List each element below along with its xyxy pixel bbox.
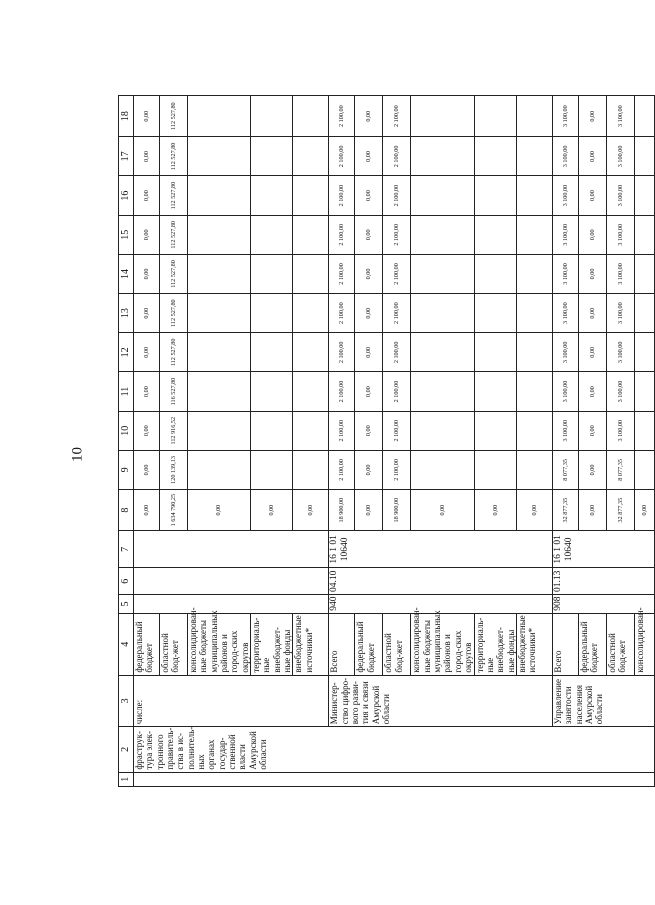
amount-cell: 2 100,00 [329,254,355,293]
amount-cell [634,96,654,137]
funding-source-cell: территориаль-ные внебюджет-ные фонды [251,613,293,675]
amount-cell [634,176,654,215]
amount-cell: 112 527,80 [160,333,188,372]
column-header: 7 [119,531,134,568]
amount-cell: 3 100,00 [606,333,634,372]
column-header: 13 [119,294,134,333]
column-header: 3 [119,675,134,727]
amount-cell: 0,00 [293,490,329,531]
amount-cell: 112 527,80 [160,176,188,215]
amount-cell [251,254,293,293]
target-article-cell [134,531,329,568]
column-header: 8 [119,490,134,531]
amount-cell: 0,00 [578,411,606,450]
column-header: 15 [119,215,134,254]
amount-cell [411,254,474,293]
amount-cell: 2 100,00 [329,176,355,215]
amount-cell: 0,00 [134,372,160,411]
amount-cell [474,96,516,137]
amount-cell: 0,00 [355,333,383,372]
amount-cell: 2 100,00 [329,96,355,137]
amount-cell [293,294,329,333]
table-row [552,96,578,787]
amount-cell: 3 100,00 [606,254,634,293]
amount-cell: 0,00 [355,372,383,411]
amount-cell: 112 916,52 [160,411,188,450]
amount-cell [411,450,474,489]
amount-cell: 2 100,00 [383,96,411,137]
amount-cell: 0,00 [134,294,160,333]
funding-source-cell: областной бюд-жет [160,613,188,675]
amount-cell: 2 100,00 [383,176,411,215]
amount-cell [516,176,552,215]
amount-cell: 3 100,00 [552,96,578,137]
column-header: 14 [119,254,134,293]
amount-cell [516,333,552,372]
amount-cell: 0,00 [134,333,160,372]
column-header: 5 [119,595,134,614]
funding-source-cell: Всего [329,613,355,675]
amount-cell: 3 100,00 [552,333,578,372]
amount-cell [251,96,293,137]
amount-cell [634,137,654,176]
amount-cell [411,96,474,137]
amount-cell [251,137,293,176]
amount-cell: 0,00 [578,333,606,372]
amount-cell: 0,00 [134,490,160,531]
amount-cell [293,372,329,411]
amount-cell [188,450,251,489]
amount-cell: 0,00 [134,176,160,215]
amount-cell: 3 100,00 [606,215,634,254]
column-header: 1 [119,772,134,786]
amount-cell [634,215,654,254]
amount-cell [411,176,474,215]
amount-cell: 0,00 [134,411,160,450]
amount-cell: 2 100,00 [329,215,355,254]
grbs-code-cell [134,595,329,614]
amount-cell [188,96,251,137]
amount-cell: 2 100,00 [383,137,411,176]
section-code-cell: 04.10 [329,568,552,595]
amount-cell [411,294,474,333]
amount-cell [293,254,329,293]
funding-source-cell: территориаль-ные внебюджет-ные фонды [474,613,516,675]
amount-cell: 0,00 [578,450,606,489]
column-header: 10 [119,411,134,450]
amount-cell: 0,00 [355,294,383,333]
amount-cell: 0,00 [474,490,516,531]
amount-cell [188,215,251,254]
amount-cell [411,215,474,254]
amount-cell [634,411,654,450]
amount-cell [188,294,251,333]
page-number: 10 [69,447,86,462]
amount-cell: 112 527,80 [160,294,188,333]
amount-cell [188,137,251,176]
amount-cell [251,411,293,450]
amount-cell: 18 900,00 [383,490,411,531]
amount-cell: 2 100,00 [329,450,355,489]
amount-cell: 2 100,00 [383,254,411,293]
funding-source-cell: областной бюд-жет [383,613,411,675]
amount-cell: 2 100,00 [383,294,411,333]
amount-cell: 0,00 [355,176,383,215]
executor-cell: числе: [134,675,329,727]
amount-cell [634,333,654,372]
amount-cell: 3 100,00 [606,96,634,137]
amount-cell [251,215,293,254]
amount-cell: 0,00 [578,215,606,254]
amount-cell: 8 077,35 [606,450,634,489]
column-header: 12 [119,333,134,372]
amount-cell: 0,00 [355,411,383,450]
amount-cell: 0,00 [355,215,383,254]
amount-cell: 0,00 [516,490,552,531]
amount-cell [516,96,552,137]
section-code-cell: 01.13 [552,568,654,595]
amount-cell [474,450,516,489]
amount-cell [474,294,516,333]
amount-cell [188,372,251,411]
amount-cell: 3 100,00 [552,215,578,254]
amount-cell [474,333,516,372]
amount-cell: 3 100,00 [606,137,634,176]
amount-cell [634,450,654,489]
amount-cell: 3 100,00 [552,254,578,293]
column-header: 17 [119,137,134,176]
amount-cell [474,176,516,215]
amount-cell: 0,00 [134,254,160,293]
amount-cell: 112 527,80 [160,215,188,254]
amount-cell: 3 100,00 [606,372,634,411]
funding-source-cell: консолидирован-ные бюджеты муниципальных районов и город-ских округов [411,613,474,675]
amount-cell: 0,00 [355,137,383,176]
amount-cell: 0,00 [134,450,160,489]
amount-cell: 2 100,00 [329,333,355,372]
funding-source-cell: консолидирован- [634,613,654,675]
amount-cell [293,137,329,176]
amount-cell: 0,00 [355,490,383,531]
amount-cell [251,450,293,489]
funding-source-cell: областной бюд-жет [606,613,634,675]
amount-cell: 2 100,00 [329,137,355,176]
amount-cell: 0,00 [578,254,606,293]
amount-cell: 2 100,00 [383,450,411,489]
amount-cell: 3 100,00 [606,176,634,215]
table-row [134,96,160,787]
grbs-code-cell: 940 [329,595,552,614]
grbs-code-cell: 908 [552,595,654,614]
funding-source-cell: консолидирован-ные бюджеты муниципальных районов и город-ских округов [188,613,251,675]
col1-cell [134,772,655,786]
amount-cell: 18 900,00 [329,490,355,531]
column-header: 18 [119,96,134,137]
rotated-table-container [118,95,648,787]
amount-cell [293,450,329,489]
amount-cell [251,372,293,411]
amount-cell [293,411,329,450]
amount-cell [251,333,293,372]
funding-source-cell: федеральный бюджет [134,613,160,675]
column-header: 11 [119,372,134,411]
amount-cell: 0,00 [134,96,160,137]
amount-cell [293,96,329,137]
amount-cell [188,411,251,450]
amount-cell [474,254,516,293]
executor-cell: Министер-ство цифро-вого разви-тия и связи Амурской области [329,675,552,727]
amount-cell: 32 877,35 [552,490,578,531]
budget-table [118,95,655,787]
amount-cell [411,411,474,450]
column-header: 4 [119,613,134,675]
amount-cell [516,137,552,176]
funding-source-cell: федеральный бюджет [355,613,383,675]
amount-cell: 0,00 [134,137,160,176]
funding-source-cell: внебюджетные источники* [516,613,552,675]
amount-cell [411,372,474,411]
amount-cell: 2 100,00 [329,411,355,450]
amount-cell: 3 100,00 [552,137,578,176]
amount-cell: 3 100,00 [606,411,634,450]
amount-cell: 0,00 [355,254,383,293]
amount-cell [293,176,329,215]
column-header: 16 [119,176,134,215]
amount-cell: 3 100,00 [552,411,578,450]
amount-cell: 0,00 [355,450,383,489]
amount-cell: 0,00 [188,490,251,531]
amount-cell [188,254,251,293]
column-header: 6 [119,568,134,595]
amount-cell: 112 527,80 [160,254,188,293]
amount-cell [474,137,516,176]
amount-cell: 0,00 [578,176,606,215]
table-row [329,96,355,787]
amount-cell [634,254,654,293]
amount-cell [474,411,516,450]
amount-cell: 3 100,00 [552,372,578,411]
amount-cell: 0,00 [578,96,606,137]
amount-cell [516,411,552,450]
target-article-cell: 16 1 01 10640 [329,531,552,568]
column-header: 9 [119,450,134,489]
amount-cell [411,137,474,176]
amount-cell: 2 100,00 [329,294,355,333]
amount-cell [251,176,293,215]
amount-cell: 116 527,80 [160,372,188,411]
funding-source-cell: внебюджетные источники* [293,613,329,675]
amount-cell: 2 100,00 [383,333,411,372]
executor-cell: Управление занятости населения Амурской области [552,675,654,727]
program-name-cell: фраструк-тура элек-тронного правитель-ства в ис-полнитель-ных органах государ-ственной власти Амурской области [134,727,655,772]
amount-cell [293,333,329,372]
amount-cell [516,294,552,333]
amount-cell: 112 527,80 [160,96,188,137]
amount-cell [516,450,552,489]
amount-cell: 2 100,00 [383,372,411,411]
amount-cell: 0,00 [355,96,383,137]
target-article-cell: 16 1 01 10640 [552,531,654,568]
amount-cell [411,333,474,372]
amount-cell [634,294,654,333]
amount-cell: 0,00 [251,490,293,531]
amount-cell: 2 100,00 [383,215,411,254]
funding-source-cell: федеральный бюджет [578,613,606,675]
amount-cell: 0,00 [134,215,160,254]
section-code-cell [134,568,329,595]
amount-cell: 0,00 [411,490,474,531]
amount-cell: 3 100,00 [552,176,578,215]
amount-cell: 3 100,00 [606,294,634,333]
amount-cell [634,372,654,411]
amount-cell: 2 100,00 [329,372,355,411]
amount-cell [251,294,293,333]
amount-cell [188,333,251,372]
amount-cell: 120 139,13 [160,450,188,489]
amount-cell: 32 877,35 [606,490,634,531]
amount-cell [474,215,516,254]
amount-cell [188,176,251,215]
amount-cell: 0,00 [578,372,606,411]
amount-cell [474,372,516,411]
amount-cell: 2 100,00 [383,411,411,450]
amount-cell [293,215,329,254]
amount-cell [516,254,552,293]
header-row [119,96,134,787]
funding-source-cell: Всего [552,613,578,675]
amount-cell: 3 100,00 [552,294,578,333]
amount-cell [516,215,552,254]
amount-cell: 8 077,35 [552,450,578,489]
amount-cell: 0,00 [578,137,606,176]
amount-cell [516,372,552,411]
amount-cell: 1 634 790,25 [160,490,188,531]
amount-cell: 112 527,80 [160,137,188,176]
column-header: 2 [119,727,134,772]
amount-cell: 0,00 [634,490,654,531]
amount-cell: 0,00 [578,490,606,531]
amount-cell: 0,00 [578,294,606,333]
